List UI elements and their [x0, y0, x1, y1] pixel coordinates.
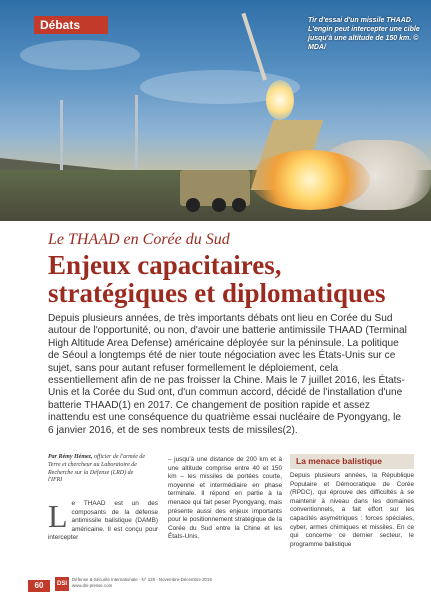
radar-tower — [135, 95, 138, 170]
section-badge: Débats — [34, 16, 108, 34]
truck-wheel — [186, 198, 200, 212]
radar-tower — [60, 100, 63, 170]
aside-text: Depuis plusieurs années, la République Populaire et Démocratique de Corée (RPDC), qui éprouve des difficultés à se maintenir à niveau dans les domaines conventionnels, a fait effort sur les capacités asymétriques : forces spéciales, cyber, armes chimiques et missiles. En ce qui concerne ce dernier secteur, le programme balistique — [290, 472, 414, 548]
article-title: Enjeux capacitaires, stratégiques et diplomatiques — [48, 250, 386, 308]
caption-credit: © MDA/ — [308, 35, 419, 51]
article-lead: Depuis plusieurs années, de très importants débats ont lieu en Corée du Sud autour de l'opportunité, ou non, d'avoir une batterie antimissile THAAD (Terminal High Altitude Area Defense) américaine déployée sur la péninsule. La politique de Séoul a longtemps été de nier toute négociation avec les États-Unis sur ce sujet, sans pour autant refuser formellement le déploiement, cela essentiellement afin de ne pas froisser la Chine. Mais le 7 juillet 2016, les États-Unis et la Corée du Sud ont, d'un commun accord, décidé de l'installation d'une batterie THAAD(1) en 2017. Ce changement de position rapide et assez inattendu est une conséquence du quatrième essai nucléaire de Pyongyang, le 6 janvier 2016, et de ses nombreux tests de missiles(2). — [48, 313, 407, 436]
header-photo — [0, 0, 431, 221]
author-name: Rémy Hémez, — [58, 454, 93, 460]
truck-wheel — [212, 198, 226, 212]
footer-line-2: www.dsi-presse.com — [72, 583, 113, 588]
author-prefix: Par — [48, 454, 57, 460]
author-bio: officier de l'armée de Terre et chercheur au Laboratoire de Recherche sur la Défense (LRD) de l'IFRI — [48, 454, 146, 484]
launch-blast — [250, 150, 370, 210]
footer-text — [72, 577, 252, 589]
body-column-2: – jusqu'à une distance de 200 km et à une altitude comprise entre 40 et 150 km – les missiles de portées courte, moyenne et intermédiaire en phase terminale. Il répond en partie à la menace qui fait peser Pyongyang, mais présente aussi des enjeux importants pour le positionnement stratégique de la Corée du Sud entre la Chine et les États-Unis. — [168, 456, 282, 541]
photo-caption — [308, 16, 426, 52]
drop-cap: L — [48, 498, 68, 534]
body-column-1 — [48, 500, 158, 543]
article-kicker: Le THAAD en Corée du Sud — [48, 231, 230, 248]
magazine-logo: DSI — [55, 577, 69, 591]
truck-wheel — [232, 198, 246, 212]
aside-heading: La menace balistique — [290, 454, 414, 469]
page-number: 60 — [28, 580, 50, 592]
page-footer — [0, 572, 431, 598]
footer-line-1: Défense & Sécurité Internationale · N° 126 · Novembre-Décembre 2016 — [72, 577, 212, 582]
body-column-1-text: e THAAD est un des composants de la défense antimissile balistique (DAMB) américaine. Il est conçu pour intercepter — [48, 500, 158, 542]
missile-flame — [266, 80, 294, 120]
caption-text: Tir d'essai d'un missile THAAD. L'engin peut intercepter une cible jusqu'à une altitude de 150 km. — [308, 17, 420, 42]
author-block — [48, 454, 148, 485]
